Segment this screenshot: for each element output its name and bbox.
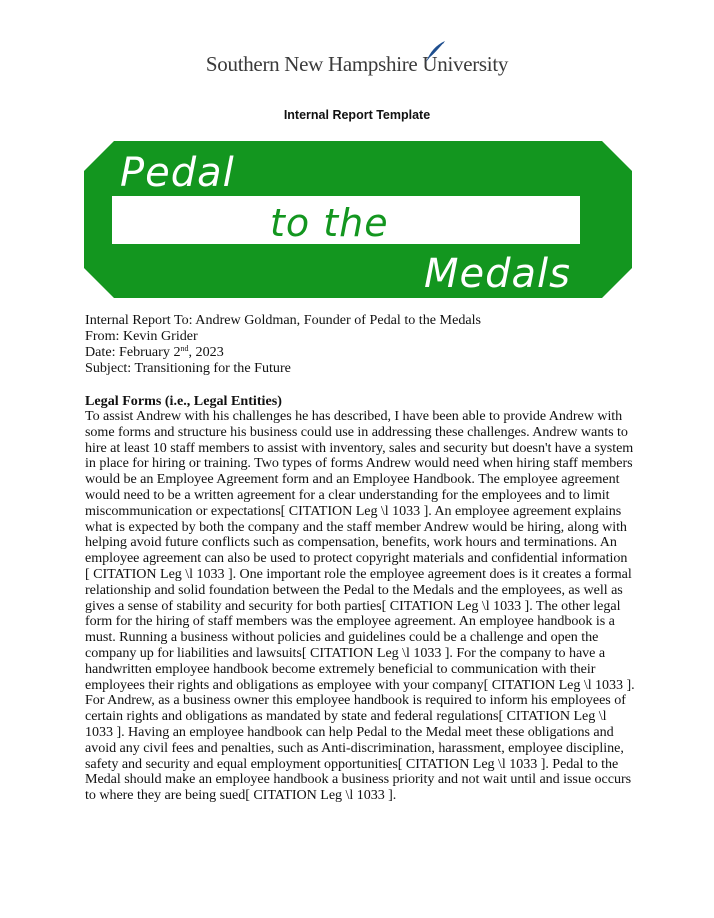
memo-date-prefix: Date: February 2 — [85, 344, 181, 360]
banner-line-pedal: Pedal — [120, 150, 235, 196]
memo-date-ordinal: nd — [180, 344, 189, 353]
university-logo — [0, 40, 714, 77]
university-wordmark — [206, 40, 508, 77]
memo-header — [85, 312, 645, 376]
section-heading: Legal Forms (i.e., Legal Entities) — [85, 393, 282, 409]
banner-line-to-the: to the — [270, 201, 389, 245]
university-logo-text: Southern New Hampshire University — [205, 52, 509, 76]
memo-from-line: From: Kevin Grider — [85, 328, 198, 344]
memo-subject-line: Subject: Transitioning for the Future — [85, 360, 291, 376]
report-title: Internal Report Template — [283, 108, 431, 122]
memo-date-line — [85, 344, 645, 360]
banner-line-medals: Medals — [424, 251, 571, 297]
memo-to-line: Internal Report To: Andrew Goldman, Founder of Pedal to the Medals — [85, 312, 482, 328]
pedal-to-the-medals-banner — [84, 141, 632, 298]
banner-graphic — [84, 141, 632, 298]
section-body-paragraph: To assist Andrew with his challenges he has described, I have been able to provide Andrew with some forms and structure his business could use in addressing these challenges. Andrew wants to hire at least 10 staff members to assist with inventory, sales and security but doesn't have a system in place for hiring or training. Two types of forms Andrew would need when hiring staff members would be an Employee Agreement form and an Employee Handbook. The employee agreement would need to be a written agreement for a clear understanding for the employees and to limit miscommunication or expectations[ CITATION Leg \l 1033 ]. An employee agreement explains what is expected by both the company and the staff member Andrew would be hiring, along with helping avoid future conflicts such as compensation, benefits, work hours and terminations. An employee agreement can also be used to protect copyright materials and confidential information [ CITATION Leg \l 1033 ]. One important role the employee agreement does is it creates a formal relationship and solid foundation between the Pedal to the Medals and the employees, as well as gives a sense of stability and security for both parties[ CITATION Leg \l 1033 ]. The other legal form for the hiring of staff members was the employee agreement. An employee handbook is a must. Running a business without policies and guidelines could be a challenge and open the company up for liabilities and lawsuits[ CITATION Leg \l 1033 ]. For the company to have a handwritten employee handbook become extremely beneficial to communication with their employees their rights and obligations as employee with your company[ CITATION Leg \l 1033 ]. For Andrew, as a business owner this employee handbook is required to inform his employees of certain rights and obligations as mandated by state and federal regulations[ CITATION Leg \l 1033 ]. Having an employee handbook can help Pedal to the Medal meet these obligations and avoid any civil fees and penalties, such as Anti-discrimination, harassment, employee discipline, safety and security and equal employment opportunities[ CITATION Leg \l 1033 ]. Pedal to the Medal should make an employee handbook a business priority and not wait until and issue occurs to where they are being sued[ CITATION Leg \l 1033 ]. — [85, 408, 635, 804]
quill-feather-icon — [424, 40, 446, 64]
memo-date-suffix: , 2023 — [188, 344, 224, 360]
